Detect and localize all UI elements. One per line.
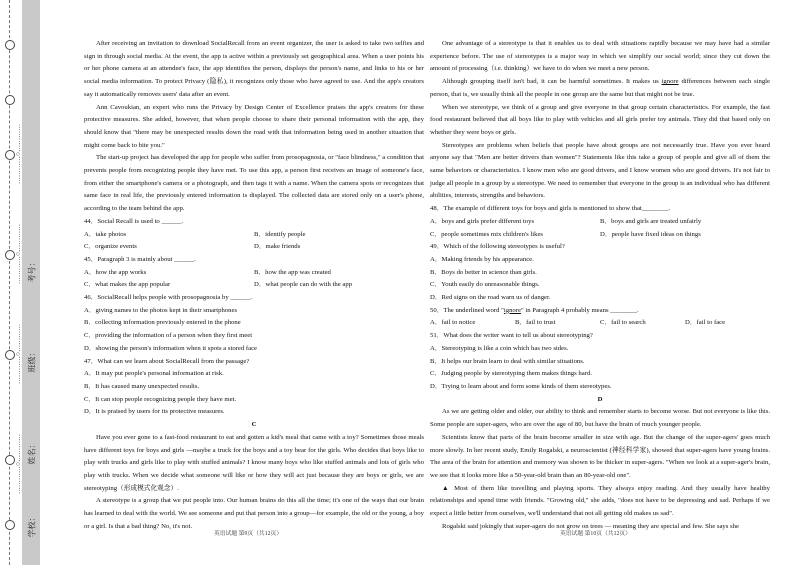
paragraph: Have you ever gone to a fast-food restaurant to eat and gotten a kid's meal that came with a toy? Sometimes those meals have different toys for boys and girls —maybe a truck for the boys and a toy bear for the girls. Who decides that boys like to play with trucks and girls like to play with stuffed animals? I know many boys who like stuffed animals and lots of girls who play with trucks. When we decide what someone will like or how they will act just because they are boys or girls, we are stereotyping（形成模式化观念）.	[84, 433, 424, 492]
options-row	[430, 216, 770, 229]
underlined-word: ignore	[503, 306, 521, 314]
option: B．identify people	[254, 230, 306, 238]
option: B．how the app was created	[254, 268, 331, 276]
question-51: 51．What does the writer want to tell us about stereotyping?	[430, 332, 593, 340]
paragraph: Stereotypes are problems when beliefs that people have about groups are not necessarily true. Have you ever heard anyone say that "Men are better drivers than women"? Statements like this take a group of people and give all of them the same behaviors or characteristics. I know men who are good drivers, and I know women who are good drivers. It's not fair to judge all people in a group by a stereotype. We need to remember that everyone in the group is an individual who has different abilities, interests, strengths and behaviors.	[430, 141, 770, 200]
right-column	[430, 38, 770, 533]
options-row	[84, 241, 424, 254]
cut-line	[9, 0, 10, 565]
paragraph: One advantage of a stereotype is that it enables us to deal with situations rapidly because we may have had a similar experience before. The use of stereotypes is a major way in which we simplify our social world; since they cut down the amount of processing（i.e. thinking）we have to do when we meet a new person.	[430, 40, 770, 73]
paragraph: The start-up project has developed the app for people who suffer from prosopagnosia, or "face blindness," a condition that prevents people from recognizing people they have met. To use this app, a person first receives an image of someone's face, from either the smartphone's camera or a photograph, and then tags it with a name. When the camera spots or recognizes that same face in real life, the previously entered information is displayed. The collected data are stored only on a user's phone, according to the team behind the app.	[84, 154, 424, 213]
paragraph: Although grouping itself isn't bad, it can be harmful sometimes. It makes us ignore differences between each single person, that is, we usually think all the people in one group are the same but that might not be true.	[430, 78, 770, 98]
section-heading: C	[251, 421, 257, 429]
paragraph: ▲ Most of them like travelling and playing sports. They always enjoy reading. And they usually have healthy relationships and spend time with friends. "Growing old," she adds, "does not have to be depressing and sad. Perhaps if we expect a little better from ourselves, we'll understand that not all getting old makes us sad".	[430, 484, 770, 518]
option: B．It helps our brain learn to deal with similar situations.	[430, 357, 585, 365]
option: B．fail to trust	[515, 319, 556, 327]
option: D．fail to face	[685, 319, 726, 327]
binding-strip-inner	[22, 0, 40, 565]
paragraph: As we are getting older and older, our ability to think and remember starts to become worse. But not everyone is like this. Some people are super-agers, who are over the age of 80, but have the brain of much younger people.	[430, 408, 770, 429]
option: C．organize events	[84, 243, 137, 251]
option: D．Red signs on the road warn us of danger.	[430, 294, 551, 302]
left-column	[84, 38, 424, 533]
paragraph: Scientists know that parts of the brain become smaller in size with age. But the change of the super-agers' goes much more slowly. In her recent study, Emily Rogalski, a neuroscientist (神经科学家), showed that super-agers have young brains. The area of the brain for attention and memory was shown to be thicker in super-agers. "When we look at a super-ager's brain, we see that it looks more like a 50-year-old brain than an 80-year-old one".	[430, 433, 770, 479]
option: A．how the app works	[84, 268, 147, 276]
name-field-label: 姓名：	[27, 440, 37, 465]
paragraph: Ann Cavoukian, an expert who runs the Privacy by Design Center of Excellence praises the app's creators for these protective measures. She added, however, that when people choose to share their personal information with the app, they should know that "there may be unexpected results down the road with that information being used in another situation that might come back to bite you."	[84, 103, 424, 149]
option: A．Making friends by his appearance.	[430, 255, 534, 263]
option: C．fail to search	[600, 319, 646, 327]
question-48: 48．The example of different toys for boys and girls is mentioned to show that________.	[430, 205, 671, 213]
option: C．Judging people by stereotyping them makes things hard.	[430, 370, 592, 378]
option: C．people sometimes mix children's likes	[430, 230, 544, 238]
option: C．what makes the app popular	[84, 281, 171, 289]
option: B．collecting information previously entered in the phone	[84, 319, 241, 327]
question-45: 45．Paragraph 3 is mainly about ______.	[84, 255, 196, 263]
page-footer: 英语试题 第10页（共12页）	[560, 531, 632, 537]
option: D．people have fixed ideas on things	[600, 230, 701, 238]
option: C．Youth easily do unreasonable things.	[430, 281, 540, 289]
option: A．giving names to the photos kept in their smartphones	[84, 306, 238, 314]
options-row	[84, 229, 424, 242]
option: A．Stereotyping is like a coin which has two sides.	[430, 344, 569, 352]
page-footer: 英语试题 第9页（共12页）	[214, 531, 283, 537]
paragraph: Rogalski said jokingly that super-agers do not grow on trees — meaning they are special and few. She says she	[442, 522, 739, 530]
cut-marker: …………○…………	[14, 223, 23, 285]
option: A．fail to notice	[430, 319, 476, 327]
paragraph: A stereotype is a group that we put people into. Our human brains do this all the time; it's one of the ways that our brain has learned to deal with the world. We see someone and put that person into a group—for example, the old or the young, a boy or a girl. Is that a bad thing? No, it's not.	[84, 497, 424, 530]
school-field-label: 学校：	[27, 513, 37, 538]
question-46: 46．SocialRecall helps people with prosopagnosia by ______.	[84, 294, 253, 302]
option: B．It has caused many unexpected results.	[84, 382, 200, 390]
option: A．take photos	[84, 230, 127, 238]
cut-circle	[5, 520, 15, 530]
options-row	[430, 317, 770, 330]
option: D．Trying to learn about and form some kinds of them stereotypes.	[430, 382, 612, 390]
option: A．boys and girls prefer different toys	[430, 217, 535, 225]
question-47: 47．What can we learn about SocialRecall from the passage?	[84, 357, 250, 365]
option: B．Boys do better in science than girls.	[430, 268, 537, 276]
question-50: 50．The underlined word "ignore" in Paragraph 4 probably means ________.	[430, 306, 639, 314]
class-field-label: 班级：	[27, 348, 37, 373]
question-44: 44．Social Recall is used to ______.	[84, 217, 184, 225]
underlined-word: ignore	[661, 78, 679, 86]
options-row	[84, 267, 424, 280]
cut-marker: …………○…………	[14, 433, 23, 495]
cut-circle	[5, 95, 15, 105]
option: D．make friends	[254, 243, 301, 251]
section-heading: D	[597, 395, 603, 403]
option: C．providing the information of a person when they first meet	[84, 332, 253, 340]
option: D．It is praised by users for its protective measures.	[84, 408, 225, 416]
options-row	[84, 279, 424, 292]
question-49: 49．Which of the following stereotypes is useful?	[430, 243, 565, 251]
option: C．It can stop people recognizing people they have met.	[84, 395, 237, 403]
option: B．boys and girls are treated unfairly	[600, 217, 702, 225]
options-row	[430, 229, 770, 242]
binding-margin	[0, 0, 40, 565]
paragraph: When we stereotype, we think of a group and give everyone in that group certain characteristics. For example, the fast food restaurant believed that all boys like to play with vehicles and all girls prefer toy animals. They did that based only on whether they were boys or girls.	[430, 103, 770, 136]
id-field-label: 考号：	[27, 258, 37, 283]
option: D．what people can do with the app	[254, 281, 353, 289]
cut-marker: …………○…………	[14, 123, 23, 185]
paragraph: After receiving an invitation to download SocialRecall from an event organizer, the user is asked to take two selfies and sign in through social media. At the event, the app is active within a previously set geographical area. When a user points his or her phone camera at an attendee's face, the app identifies the person, displays the person's name, and links to his or her social media information. To protect Privacy (隐私), it recognizes only those who have agreed to use. And the app's creators say it automatically removes users' data after an event.	[84, 40, 424, 98]
cut-marker: …………○…………	[14, 323, 23, 385]
cut-circle	[5, 40, 15, 50]
option: A．It may put people's personal information at risk.	[84, 370, 224, 378]
option: D．showing the person's information when it spots a stored face	[84, 344, 258, 352]
